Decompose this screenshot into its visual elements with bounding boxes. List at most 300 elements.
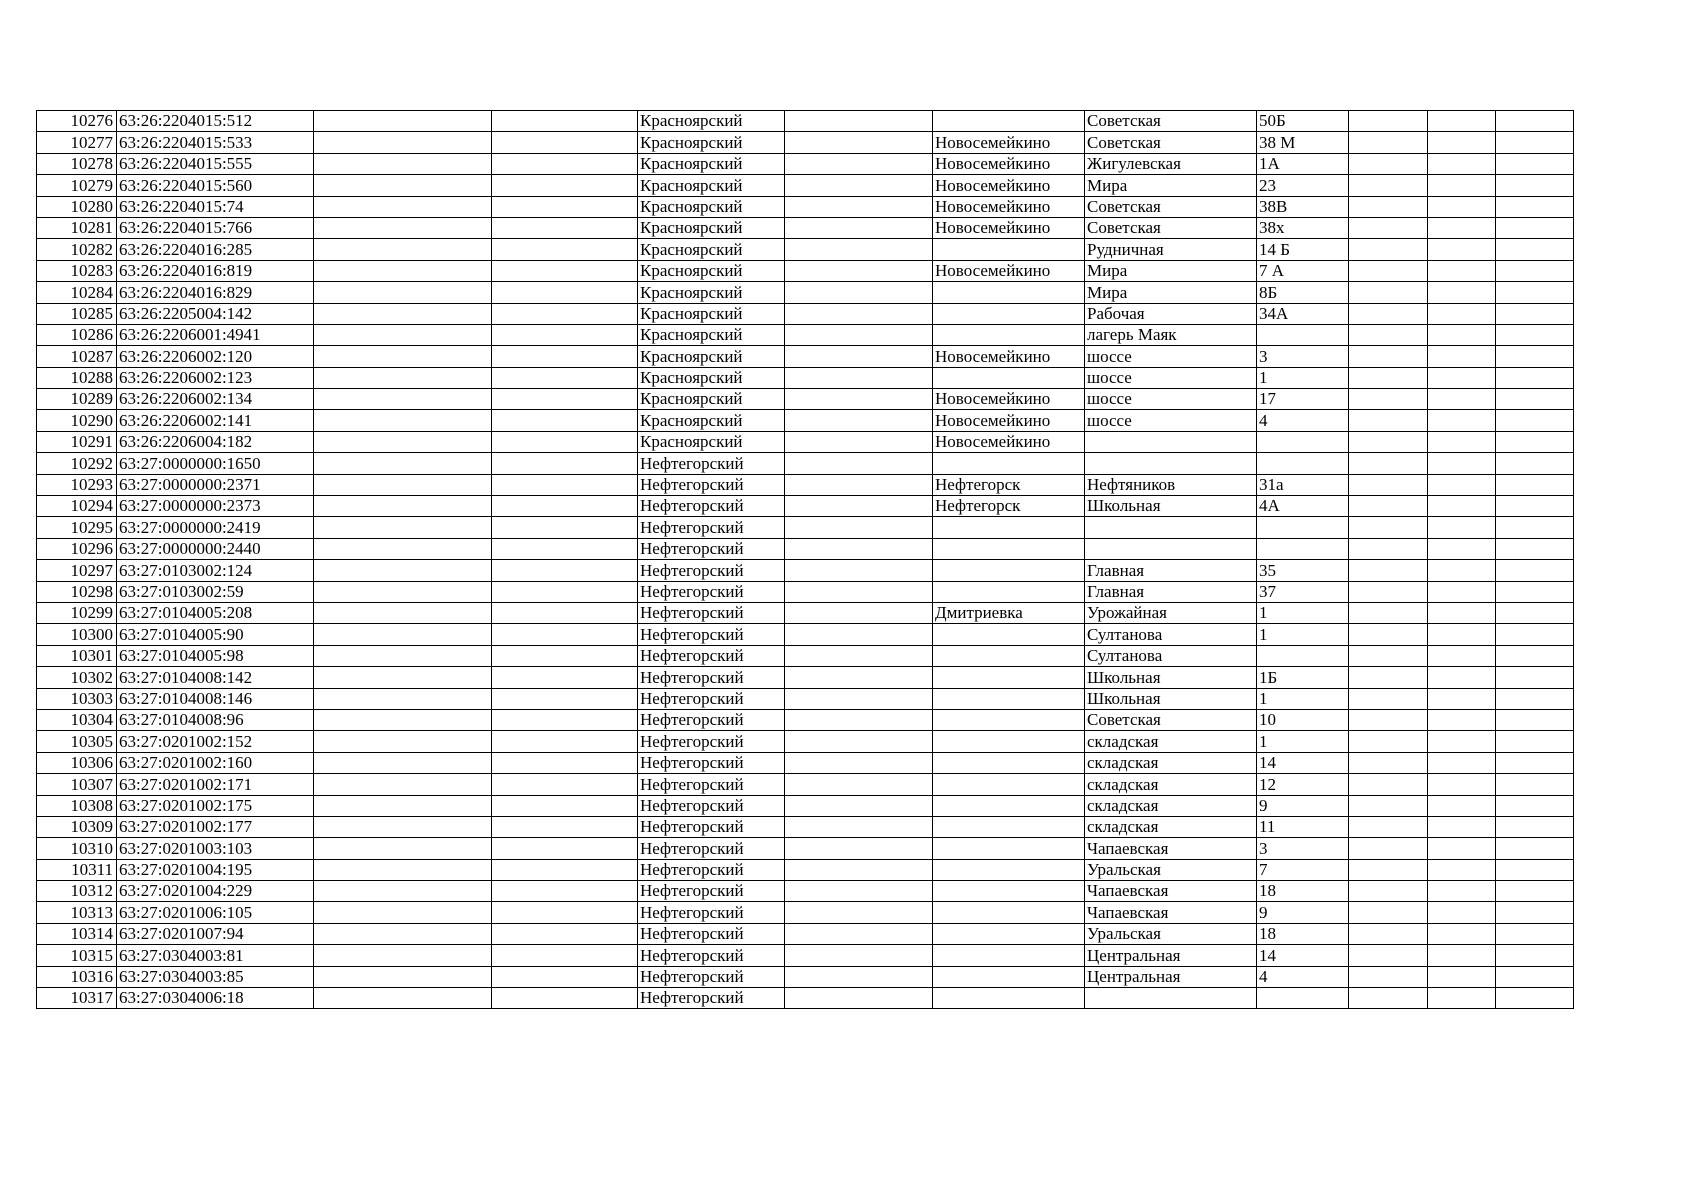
empty-cell bbox=[1496, 709, 1574, 730]
empty-cell bbox=[492, 474, 638, 495]
empty-cell bbox=[1349, 389, 1428, 410]
row-number-cell: 10281 bbox=[37, 217, 117, 238]
row-number-cell: 10290 bbox=[37, 410, 117, 431]
street-cell bbox=[1085, 538, 1257, 559]
empty-cell bbox=[1496, 602, 1574, 623]
empty-cell bbox=[1349, 838, 1428, 859]
empty-cell bbox=[314, 859, 492, 880]
cadastral-number-cell: 63:26:2206002:123 bbox=[117, 367, 314, 388]
row-number-cell: 10307 bbox=[37, 774, 117, 795]
empty-cell bbox=[1496, 346, 1574, 367]
street-cell: Уральская bbox=[1085, 923, 1257, 944]
locality-cell bbox=[933, 538, 1085, 559]
empty-cell bbox=[1349, 217, 1428, 238]
row-number-cell: 10284 bbox=[37, 282, 117, 303]
empty-cell bbox=[314, 923, 492, 944]
empty-cell bbox=[1349, 303, 1428, 324]
table-row bbox=[37, 410, 1574, 431]
table-row bbox=[37, 303, 1574, 324]
row-number-cell: 10282 bbox=[37, 239, 117, 260]
empty-cell bbox=[1496, 667, 1574, 688]
empty-cell bbox=[1496, 923, 1574, 944]
cadastral-number-cell: 63:27:0201007:94 bbox=[117, 923, 314, 944]
empty-cell bbox=[1428, 389, 1496, 410]
district-cell: Красноярский bbox=[638, 132, 785, 153]
empty-cell bbox=[492, 175, 638, 196]
empty-cell bbox=[785, 453, 933, 474]
empty-cell bbox=[1496, 111, 1574, 132]
locality-cell: Новосемейкино bbox=[933, 196, 1085, 217]
empty-cell bbox=[314, 774, 492, 795]
empty-cell bbox=[314, 560, 492, 581]
row-number-cell: 10280 bbox=[37, 196, 117, 217]
street-cell: Советская bbox=[1085, 196, 1257, 217]
row-number-cell: 10296 bbox=[37, 538, 117, 559]
house-cell: 9 bbox=[1257, 902, 1349, 923]
house-cell: 14 bbox=[1257, 752, 1349, 773]
district-cell: Нефтегорский bbox=[638, 474, 785, 495]
empty-cell bbox=[1428, 282, 1496, 303]
empty-cell bbox=[314, 389, 492, 410]
empty-cell bbox=[1349, 881, 1428, 902]
cadastral-number-cell: 63:27:0201002:177 bbox=[117, 816, 314, 837]
district-cell: Нефтегорский bbox=[638, 667, 785, 688]
cadastral-number-cell: 63:27:0103002:124 bbox=[117, 560, 314, 581]
empty-cell bbox=[785, 602, 933, 623]
empty-cell bbox=[492, 239, 638, 260]
locality-cell: Новосемейкино bbox=[933, 217, 1085, 238]
row-number-cell: 10312 bbox=[37, 881, 117, 902]
empty-cell bbox=[314, 645, 492, 666]
empty-cell bbox=[1496, 324, 1574, 345]
empty-cell bbox=[1349, 111, 1428, 132]
district-cell: Нефтегорский bbox=[638, 731, 785, 752]
cadastral-number-cell: 63:27:0000000:2373 bbox=[117, 496, 314, 517]
empty-cell bbox=[1349, 795, 1428, 816]
empty-cell bbox=[314, 410, 492, 431]
district-cell: Нефтегорский bbox=[638, 496, 785, 517]
locality-cell: Новосемейкино bbox=[933, 346, 1085, 367]
empty-cell bbox=[785, 389, 933, 410]
house-cell: 37 bbox=[1257, 581, 1349, 602]
district-cell: Красноярский bbox=[638, 389, 785, 410]
empty-cell bbox=[1428, 132, 1496, 153]
empty-cell bbox=[314, 709, 492, 730]
cadastral-number-cell: 63:27:0104005:208 bbox=[117, 602, 314, 623]
empty-cell bbox=[1349, 175, 1428, 196]
empty-cell bbox=[785, 538, 933, 559]
locality-cell bbox=[933, 945, 1085, 966]
empty-cell bbox=[314, 881, 492, 902]
district-cell: Красноярский bbox=[638, 410, 785, 431]
street-cell: шоссе bbox=[1085, 346, 1257, 367]
empty-cell bbox=[314, 132, 492, 153]
row-number-cell: 10289 bbox=[37, 389, 117, 410]
locality-cell bbox=[933, 923, 1085, 944]
empty-cell bbox=[1496, 560, 1574, 581]
empty-cell bbox=[1428, 196, 1496, 217]
empty-cell bbox=[1349, 966, 1428, 987]
cadastral-number-cell: 63:26:2204015:533 bbox=[117, 132, 314, 153]
empty-cell bbox=[492, 859, 638, 880]
empty-cell bbox=[785, 624, 933, 645]
row-number-cell: 10286 bbox=[37, 324, 117, 345]
street-cell: Мира bbox=[1085, 282, 1257, 303]
empty-cell bbox=[785, 217, 933, 238]
empty-cell bbox=[314, 517, 492, 538]
table-row bbox=[37, 474, 1574, 495]
district-cell: Нефтегорский bbox=[638, 945, 785, 966]
street-cell: шоссе bbox=[1085, 367, 1257, 388]
cadastral-number-cell: 63:27:0000000:2419 bbox=[117, 517, 314, 538]
empty-cell bbox=[492, 881, 638, 902]
house-cell bbox=[1257, 431, 1349, 452]
empty-cell bbox=[492, 410, 638, 431]
empty-cell bbox=[1428, 581, 1496, 602]
cadastral-number-cell: 63:27:0304003:85 bbox=[117, 966, 314, 987]
empty-cell bbox=[1349, 816, 1428, 837]
empty-cell bbox=[1428, 795, 1496, 816]
house-cell: 4А bbox=[1257, 496, 1349, 517]
empty-cell bbox=[785, 496, 933, 517]
empty-cell bbox=[1496, 474, 1574, 495]
empty-cell bbox=[785, 132, 933, 153]
empty-cell bbox=[1349, 859, 1428, 880]
district-cell: Нефтегорский bbox=[638, 774, 785, 795]
table-row bbox=[37, 260, 1574, 281]
empty-cell bbox=[1349, 581, 1428, 602]
house-cell: 50Б bbox=[1257, 111, 1349, 132]
street-cell: Советская bbox=[1085, 111, 1257, 132]
table-row bbox=[37, 239, 1574, 260]
empty-cell bbox=[1349, 902, 1428, 923]
empty-cell bbox=[1349, 324, 1428, 345]
row-number-cell: 10292 bbox=[37, 453, 117, 474]
empty-cell bbox=[1496, 538, 1574, 559]
district-cell: Красноярский bbox=[638, 431, 785, 452]
empty-cell bbox=[492, 324, 638, 345]
empty-cell bbox=[1496, 838, 1574, 859]
street-cell bbox=[1085, 453, 1257, 474]
locality-cell: Новосемейкино bbox=[933, 431, 1085, 452]
street-cell: Советская bbox=[1085, 709, 1257, 730]
row-number-cell: 10293 bbox=[37, 474, 117, 495]
cadastral-number-cell: 63:27:0201002:152 bbox=[117, 731, 314, 752]
empty-cell bbox=[1496, 731, 1574, 752]
house-cell: 31а bbox=[1257, 474, 1349, 495]
house-cell: 14 Б bbox=[1257, 239, 1349, 260]
house-cell bbox=[1257, 988, 1349, 1009]
table-row bbox=[37, 111, 1574, 132]
empty-cell bbox=[314, 602, 492, 623]
house-cell: 8Б bbox=[1257, 282, 1349, 303]
empty-cell bbox=[1428, 902, 1496, 923]
empty-cell bbox=[1428, 175, 1496, 196]
empty-cell bbox=[785, 945, 933, 966]
district-cell: Нефтегорский bbox=[638, 453, 785, 474]
locality-cell bbox=[933, 731, 1085, 752]
row-number-cell: 10305 bbox=[37, 731, 117, 752]
empty-cell bbox=[492, 132, 638, 153]
district-cell: Нефтегорский bbox=[638, 624, 785, 645]
empty-cell bbox=[314, 816, 492, 837]
table-row bbox=[37, 196, 1574, 217]
empty-cell bbox=[1349, 496, 1428, 517]
table-row bbox=[37, 367, 1574, 388]
locality-cell bbox=[933, 774, 1085, 795]
house-cell: 3 bbox=[1257, 346, 1349, 367]
empty-cell bbox=[1428, 816, 1496, 837]
empty-cell bbox=[1428, 667, 1496, 688]
row-number-cell: 10311 bbox=[37, 859, 117, 880]
row-number-cell: 10313 bbox=[37, 902, 117, 923]
empty-cell bbox=[1428, 217, 1496, 238]
empty-cell bbox=[492, 838, 638, 859]
empty-cell bbox=[1496, 688, 1574, 709]
empty-cell bbox=[492, 196, 638, 217]
street-cell: складская bbox=[1085, 795, 1257, 816]
cadastral-number-cell: 63:27:0000000:2371 bbox=[117, 474, 314, 495]
empty-cell bbox=[785, 988, 933, 1009]
empty-cell bbox=[492, 667, 638, 688]
empty-cell bbox=[1428, 966, 1496, 987]
empty-cell bbox=[314, 624, 492, 645]
house-cell: 1 bbox=[1257, 602, 1349, 623]
house-cell: 3 bbox=[1257, 838, 1349, 859]
street-cell: Урожайная bbox=[1085, 602, 1257, 623]
empty-cell bbox=[492, 624, 638, 645]
cadastral-number-cell: 63:27:0104005:90 bbox=[117, 624, 314, 645]
cadastral-number-cell: 63:27:0201002:175 bbox=[117, 795, 314, 816]
empty-cell bbox=[785, 838, 933, 859]
empty-cell bbox=[1349, 346, 1428, 367]
empty-cell bbox=[492, 389, 638, 410]
empty-cell bbox=[1496, 153, 1574, 174]
empty-cell bbox=[1428, 410, 1496, 431]
cadastral-number-cell: 63:26:2204016:819 bbox=[117, 260, 314, 281]
empty-cell bbox=[1428, 923, 1496, 944]
cadastral-number-cell: 63:27:0000000:2440 bbox=[117, 538, 314, 559]
empty-cell bbox=[785, 709, 933, 730]
empty-cell bbox=[1496, 966, 1574, 987]
empty-cell bbox=[1428, 303, 1496, 324]
row-number-cell: 10283 bbox=[37, 260, 117, 281]
street-cell: Главная bbox=[1085, 581, 1257, 602]
empty-cell bbox=[314, 795, 492, 816]
empty-cell bbox=[314, 581, 492, 602]
house-cell: 1Б bbox=[1257, 667, 1349, 688]
district-cell: Нефтегорский bbox=[638, 688, 785, 709]
locality-cell: Новосемейкино bbox=[933, 153, 1085, 174]
empty-cell bbox=[785, 923, 933, 944]
empty-cell bbox=[785, 431, 933, 452]
empty-cell bbox=[314, 367, 492, 388]
house-cell: 4 bbox=[1257, 410, 1349, 431]
empty-cell bbox=[314, 431, 492, 452]
empty-cell bbox=[1349, 923, 1428, 944]
empty-cell bbox=[492, 282, 638, 303]
empty-cell bbox=[492, 260, 638, 281]
street-cell: Советская bbox=[1085, 132, 1257, 153]
district-cell: Красноярский bbox=[638, 196, 785, 217]
district-cell: Красноярский bbox=[638, 111, 785, 132]
empty-cell bbox=[1496, 239, 1574, 260]
empty-cell bbox=[785, 645, 933, 666]
empty-cell bbox=[785, 859, 933, 880]
empty-cell bbox=[1496, 431, 1574, 452]
street-cell: шоссе bbox=[1085, 389, 1257, 410]
locality-cell bbox=[933, 795, 1085, 816]
empty-cell bbox=[492, 496, 638, 517]
table-row bbox=[37, 346, 1574, 367]
locality-cell: Новосемейкино bbox=[933, 410, 1085, 431]
table-row bbox=[37, 688, 1574, 709]
empty-cell bbox=[1349, 602, 1428, 623]
table-row bbox=[37, 538, 1574, 559]
empty-cell bbox=[1349, 709, 1428, 730]
empty-cell bbox=[785, 774, 933, 795]
district-cell: Нефтегорский bbox=[638, 645, 785, 666]
house-cell: 4 bbox=[1257, 966, 1349, 987]
district-cell: Нефтегорский bbox=[638, 709, 785, 730]
empty-cell bbox=[314, 303, 492, 324]
empty-cell bbox=[785, 795, 933, 816]
empty-cell bbox=[314, 752, 492, 773]
cadastral-number-cell: 63:26:2206001:4941 bbox=[117, 324, 314, 345]
row-number-cell: 10316 bbox=[37, 966, 117, 987]
locality-cell bbox=[933, 111, 1085, 132]
records-table bbox=[36, 110, 1574, 1009]
empty-cell bbox=[1428, 453, 1496, 474]
row-number-cell: 10278 bbox=[37, 153, 117, 174]
empty-cell bbox=[492, 303, 638, 324]
table-row bbox=[37, 795, 1574, 816]
empty-cell bbox=[492, 902, 638, 923]
empty-cell bbox=[1428, 324, 1496, 345]
table-row bbox=[37, 324, 1574, 345]
district-cell: Нефтегорский bbox=[638, 602, 785, 623]
cadastral-number-cell: 63:26:2206002:134 bbox=[117, 389, 314, 410]
house-cell: 7 bbox=[1257, 859, 1349, 880]
empty-cell bbox=[785, 731, 933, 752]
empty-cell bbox=[492, 645, 638, 666]
empty-cell bbox=[1428, 496, 1496, 517]
empty-cell bbox=[785, 752, 933, 773]
house-cell: 1 bbox=[1257, 367, 1349, 388]
row-number-cell: 10288 bbox=[37, 367, 117, 388]
row-number-cell: 10291 bbox=[37, 431, 117, 452]
empty-cell bbox=[1496, 196, 1574, 217]
house-cell bbox=[1257, 453, 1349, 474]
district-cell: Нефтегорский bbox=[638, 581, 785, 602]
empty-cell bbox=[314, 538, 492, 559]
empty-cell bbox=[1496, 945, 1574, 966]
cadastral-number-cell: 63:27:0201003:103 bbox=[117, 838, 314, 859]
empty-cell bbox=[785, 474, 933, 495]
empty-cell bbox=[1496, 303, 1574, 324]
empty-cell bbox=[1349, 667, 1428, 688]
district-cell: Нефтегорский bbox=[638, 859, 785, 880]
house-cell: 9 bbox=[1257, 795, 1349, 816]
empty-cell bbox=[1428, 538, 1496, 559]
cadastral-number-cell: 63:27:0000000:1650 bbox=[117, 453, 314, 474]
cadastral-number-cell: 63:27:0201006:105 bbox=[117, 902, 314, 923]
empty-cell bbox=[492, 538, 638, 559]
empty-cell bbox=[1349, 431, 1428, 452]
row-number-cell: 10294 bbox=[37, 496, 117, 517]
locality-cell bbox=[933, 988, 1085, 1009]
house-cell: 23 bbox=[1257, 175, 1349, 196]
locality-cell: Новосемейкино bbox=[933, 132, 1085, 153]
street-cell: складская bbox=[1085, 774, 1257, 795]
locality-cell bbox=[933, 303, 1085, 324]
cadastral-number-cell: 63:26:2206002:120 bbox=[117, 346, 314, 367]
house-cell: 11 bbox=[1257, 816, 1349, 837]
empty-cell bbox=[1349, 538, 1428, 559]
empty-cell bbox=[785, 410, 933, 431]
table-row bbox=[37, 517, 1574, 538]
locality-cell bbox=[933, 752, 1085, 773]
row-number-cell: 10306 bbox=[37, 752, 117, 773]
empty-cell bbox=[1496, 816, 1574, 837]
empty-cell bbox=[1428, 752, 1496, 773]
street-cell: Школьная bbox=[1085, 667, 1257, 688]
empty-cell bbox=[1428, 838, 1496, 859]
empty-cell bbox=[1496, 645, 1574, 666]
empty-cell bbox=[785, 688, 933, 709]
cadastral-number-cell: 63:26:2204015:512 bbox=[117, 111, 314, 132]
cadastral-number-cell: 63:26:2206002:141 bbox=[117, 410, 314, 431]
empty-cell bbox=[314, 838, 492, 859]
empty-cell bbox=[492, 731, 638, 752]
table-row bbox=[37, 923, 1574, 944]
table-row bbox=[37, 966, 1574, 987]
street-cell: складская bbox=[1085, 752, 1257, 773]
locality-cell bbox=[933, 838, 1085, 859]
street-cell: Султанова bbox=[1085, 645, 1257, 666]
locality-cell: Нефтегорск bbox=[933, 496, 1085, 517]
house-cell: 1 bbox=[1257, 624, 1349, 645]
locality-cell bbox=[933, 324, 1085, 345]
empty-cell bbox=[785, 517, 933, 538]
table-row bbox=[37, 667, 1574, 688]
district-cell: Красноярский bbox=[638, 303, 785, 324]
street-cell: Рабочая bbox=[1085, 303, 1257, 324]
row-number-cell: 10297 bbox=[37, 560, 117, 581]
district-cell: Нефтегорский bbox=[638, 902, 785, 923]
district-cell: Нефтегорский bbox=[638, 988, 785, 1009]
empty-cell bbox=[1496, 132, 1574, 153]
locality-cell bbox=[933, 581, 1085, 602]
street-cell: Султанова bbox=[1085, 624, 1257, 645]
cadastral-number-cell: 63:27:0201002:171 bbox=[117, 774, 314, 795]
empty-cell bbox=[314, 175, 492, 196]
table-row bbox=[37, 859, 1574, 880]
empty-cell bbox=[1496, 624, 1574, 645]
house-cell: 7 А bbox=[1257, 260, 1349, 281]
row-number-cell: 10303 bbox=[37, 688, 117, 709]
district-cell: Нефтегорский bbox=[638, 838, 785, 859]
table-row bbox=[37, 709, 1574, 730]
empty-cell bbox=[492, 367, 638, 388]
empty-cell bbox=[1428, 945, 1496, 966]
empty-cell bbox=[1496, 453, 1574, 474]
empty-cell bbox=[1349, 731, 1428, 752]
empty-cell bbox=[1496, 367, 1574, 388]
locality-cell: Дмитриевка bbox=[933, 602, 1085, 623]
table-row bbox=[37, 602, 1574, 623]
district-cell: Красноярский bbox=[638, 175, 785, 196]
